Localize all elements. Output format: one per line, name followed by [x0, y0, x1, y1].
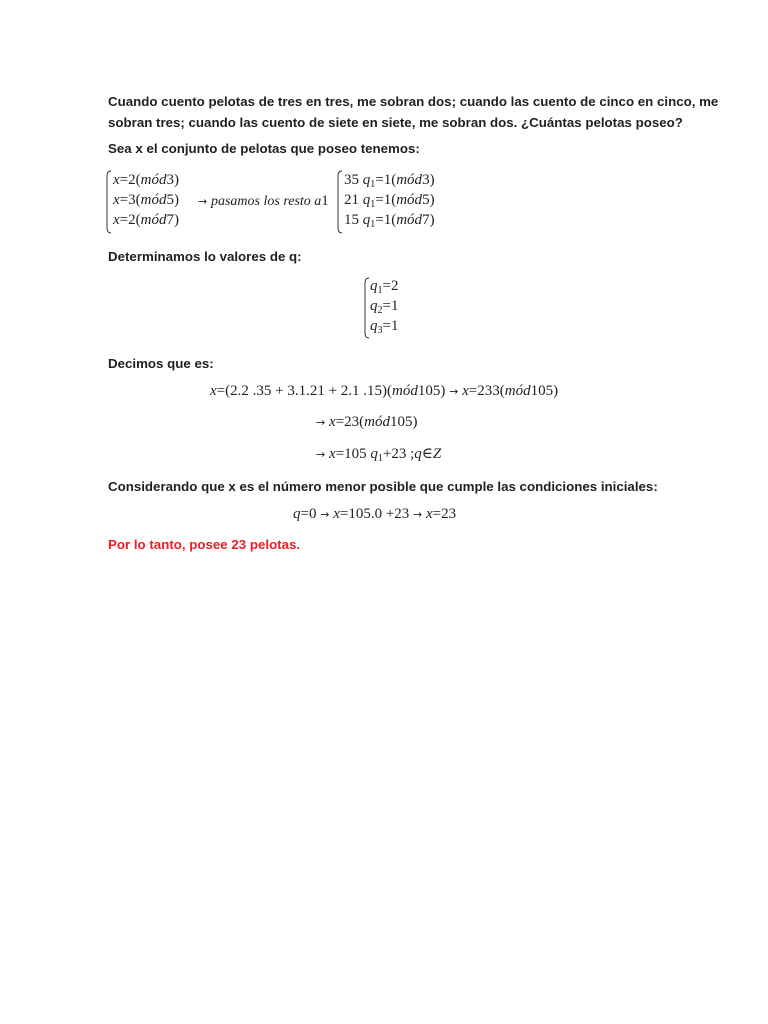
- system-1-brace: [106, 170, 112, 234]
- q-value-row-3: $q_3=1$: [370, 318, 399, 336]
- system-1-row-1: x=2(mód3): [113, 172, 179, 188]
- decimos-text: Decimos que es:: [108, 356, 214, 371]
- considerando-text: Considerando que x es el número menor posible que cumple las condiciones iniciales:: [108, 479, 658, 494]
- q-heading: Determinamos lo valores de q:: [108, 249, 302, 264]
- q-value-row-1: $q_1=2$: [370, 278, 399, 296]
- conclusion-text: Por lo tanto, posee 23 pelotas.: [108, 537, 301, 552]
- q-value-row-2: $q_2=1$: [370, 298, 399, 316]
- system-1-row-3: x=2(mód7): [113, 212, 179, 228]
- equation-4: q=0 → x=105.0 +23 → x=23: [293, 506, 457, 522]
- system-2-row-3: 15 $q_1=1(mód7)$: [344, 212, 435, 230]
- problem-statement: [108, 91, 718, 133]
- problem-line-1: Cuando cuento pelotas de tres en tres, me sobran dos; cuando las cuento de cinco en cinco, me: [108, 94, 719, 109]
- equation-2: → x=23(mód105): [316, 414, 418, 430]
- problem-line-2: sobran tres; cuando las cuento de siete en siete, me sobran dos. ¿Cuántas pelotas poseo?: [108, 115, 683, 130]
- system-2-row-2: 21 $q_1=1(mód5)$: [344, 192, 435, 210]
- system-2-brace: [337, 170, 343, 234]
- system-2-row-1: 35 $q_1=1(mód3)$: [344, 172, 435, 190]
- equation-1: x=(2.2 .35 + 3.1.21 + 2.1 .15)(mód105) → x=233(mód105): [210, 383, 559, 399]
- system-1: [106, 170, 196, 234]
- system-1-row-2: x=3(mód5): [113, 192, 179, 208]
- equation-3: → x=105 $q_1+23$ ;q∈Z: [316, 446, 442, 464]
- transition-text: → pasamos los resto a1: [198, 193, 329, 209]
- system-2: [337, 170, 447, 234]
- q-values-system: [364, 277, 414, 339]
- intro-text: Sea x el conjunto de pelotas que poseo tenemos:: [108, 141, 420, 156]
